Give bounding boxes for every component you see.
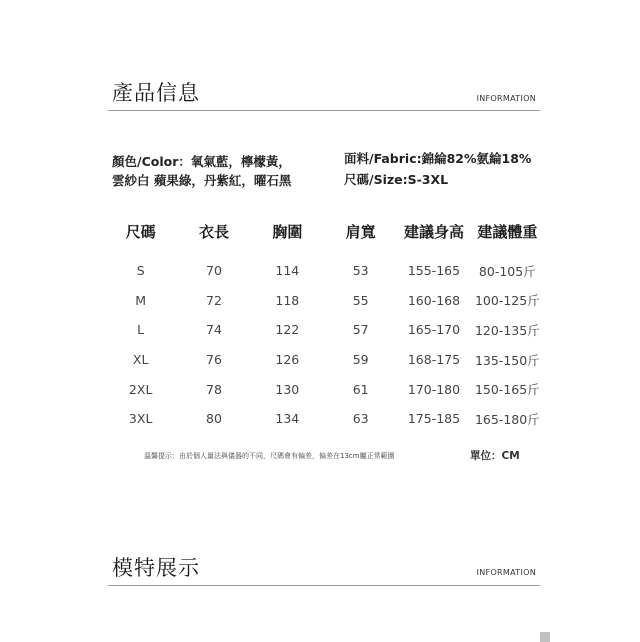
cell-shoulder: 61 bbox=[352, 381, 369, 397]
header-weight: 建議體重 bbox=[477, 222, 538, 241]
cell-size: S bbox=[136, 263, 145, 279]
cell-size: M bbox=[135, 292, 147, 308]
cell-chest: 126 bbox=[275, 352, 300, 368]
cell-height: 160-168 bbox=[407, 292, 461, 308]
cell-shoulder: 55 bbox=[352, 292, 369, 308]
size-table-header bbox=[104, 216, 544, 256]
product-info-title: 產品信息 bbox=[112, 81, 200, 105]
product-info-subtitle: INFORMATION bbox=[476, 94, 536, 103]
cell-chest: 122 bbox=[275, 322, 300, 338]
model-section-divider bbox=[108, 585, 540, 586]
table-row bbox=[104, 286, 544, 316]
header-size: 尺碼 bbox=[125, 222, 156, 241]
cell-length: 80 bbox=[206, 411, 222, 427]
cell-height: 155-165 bbox=[407, 263, 461, 279]
cell-size: 2XL bbox=[128, 381, 153, 397]
cell-chest: 134 bbox=[275, 411, 300, 427]
cell-chest: 118 bbox=[275, 292, 300, 308]
cell-length: 74 bbox=[206, 322, 222, 338]
header-length: 衣長 bbox=[198, 222, 229, 241]
product-info-divider bbox=[108, 110, 540, 111]
fabric-size-info bbox=[344, 149, 531, 189]
cell-weight: 150-165斤 bbox=[474, 382, 540, 398]
size-table bbox=[104, 216, 544, 434]
table-row bbox=[104, 256, 544, 286]
table-row bbox=[104, 315, 544, 345]
model-section-subtitle: INFORMATION bbox=[476, 568, 536, 577]
cell-size: 3XL bbox=[128, 411, 153, 427]
cell-weight: 135-150斤 bbox=[474, 352, 540, 368]
header-chest: 胸圍 bbox=[272, 222, 303, 241]
cell-shoulder: 53 bbox=[352, 263, 369, 279]
cell-chest: 114 bbox=[275, 263, 300, 279]
size-range-line: 尺碼/Size:S-3XL bbox=[344, 172, 449, 187]
cell-height: 175-185 bbox=[407, 411, 461, 427]
header-height: 建議身高 bbox=[403, 222, 464, 241]
measurement-note: 溫馨提示：由於個人量法與儀器的不同，尺碼會有偏差，偏差在13cm屬正常範圍 bbox=[144, 452, 395, 460]
cell-length: 76 bbox=[206, 352, 222, 368]
cell-weight: 100-125斤 bbox=[474, 293, 540, 309]
fabric-line: 面料/Fabric:錦綸82%氨綸18% bbox=[344, 151, 532, 166]
cell-shoulder: 63 bbox=[352, 411, 369, 427]
table-row bbox=[104, 345, 544, 375]
cell-height: 170-180 bbox=[407, 381, 461, 397]
cell-size: XL bbox=[132, 352, 149, 368]
cell-length: 72 bbox=[206, 292, 222, 308]
cell-chest: 130 bbox=[275, 381, 300, 397]
cell-height: 168-175 bbox=[407, 352, 461, 368]
cell-weight: 165-180斤 bbox=[474, 411, 540, 427]
cell-weight: 80-105斤 bbox=[478, 263, 536, 279]
color-line-2: 雲紗白 蘋果綠，丹紫紅，曜石黑 bbox=[112, 173, 292, 188]
table-row bbox=[104, 374, 544, 404]
cell-weight: 120-135斤 bbox=[474, 322, 540, 338]
model-section-title: 模特展示 bbox=[112, 556, 200, 580]
cell-size: L bbox=[137, 322, 145, 338]
color-options bbox=[112, 152, 291, 190]
color-line-1: 顏色/Color：氧氣藍，檸檬黃， bbox=[112, 154, 291, 169]
cell-height: 165-170 bbox=[407, 322, 461, 338]
cell-length: 70 bbox=[206, 263, 222, 279]
unit-label: 單位：CM bbox=[470, 450, 520, 462]
decorative-square bbox=[540, 632, 550, 642]
cell-shoulder: 57 bbox=[352, 322, 369, 338]
cell-length: 78 bbox=[206, 381, 222, 397]
cell-shoulder: 59 bbox=[352, 352, 369, 368]
header-shoulder: 肩寬 bbox=[345, 222, 376, 241]
table-row bbox=[104, 404, 544, 434]
